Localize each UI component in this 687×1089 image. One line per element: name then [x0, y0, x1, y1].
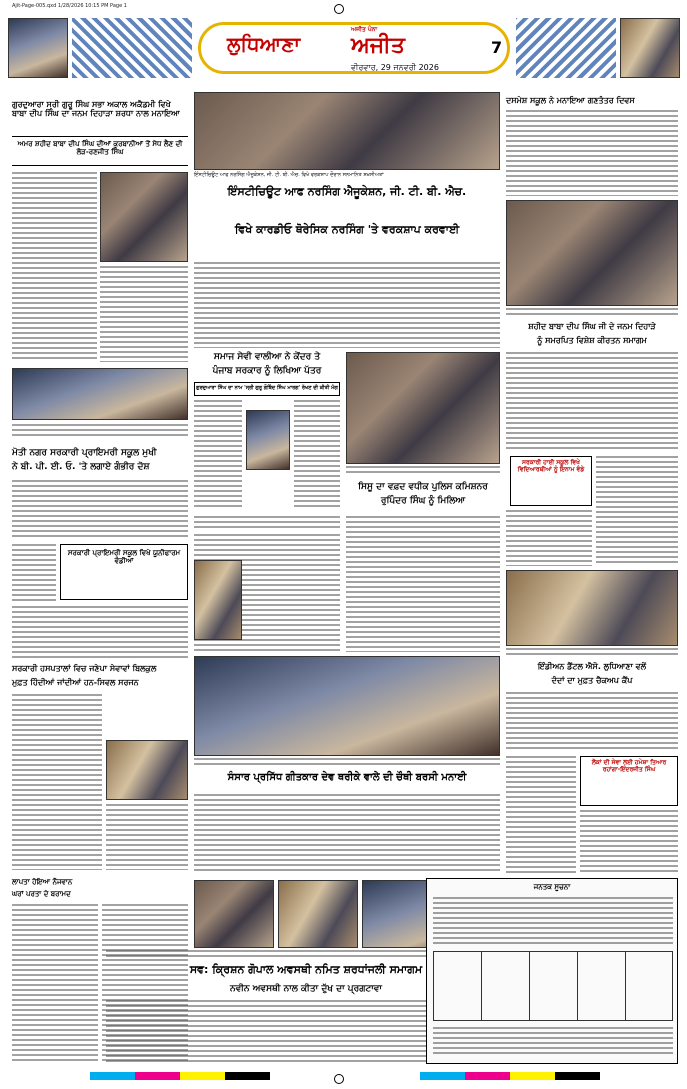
ad-notice-footer	[433, 1027, 673, 1057]
ad-notice-text	[433, 897, 673, 947]
s7-headline: ਸਿਸੂ ਦਾ ਵਫ਼ਦ ਵਧੀਕ ਪੁਲਿਸ ਕਮਿਸ਼ਨਰ	[358, 482, 488, 492]
s2-body-text	[194, 262, 500, 348]
s11-body-text-2	[506, 756, 576, 874]
ad-notice	[426, 878, 678, 1064]
s2-headline-2: ਵਿਖੇ ਕਾਰਡੀਓ ਥੋਰੇਸਿਕ ਨਰਸਿੰਗ 'ਤੇ ਵਰਕਸ਼ਾਪ ਕਰਵਾਈ	[234, 223, 460, 236]
s10-body-text	[194, 794, 500, 874]
s6-body-text-3	[12, 606, 188, 660]
s6-body-text-2	[12, 544, 56, 604]
page-number: 7	[491, 38, 503, 57]
s4-body-text-2	[596, 456, 678, 566]
s7-body-text	[346, 516, 500, 652]
masthead-right-image	[620, 18, 680, 78]
s8-inline-box	[60, 544, 188, 600]
s5-headline-2: ਪੰਜਾਬ ਸਰਕਾਰ ਨੂੰ ਲਿਖਿਆ ਪੱਤਰ	[212, 366, 322, 376]
s1-headline: ਗੁਰਦੁਆਰਾ ਸ੍ਰੀ ਗੁਰੂ ਸਿੰਘ ਸਭਾ ਅਕਾਲ ਅਕੈਡਮੀ ਵਿਖੇ ਬਾਬਾ ਦੀਪ ਸਿੰਘ ਦਾ ਜਨਮ ਦਿਹਾੜਾ ਸ਼ਰਧਾ ਨਾਲ ਮਨਾਇਆ	[12, 100, 180, 119]
s5-body-text-2	[294, 400, 340, 510]
s2-caption: ਇੰਸਟੀਚਿਊਟ ਆਫ ਨਰਸਿੰਗ ਐਜੂਕੇਸ਼ਨ, ਜੀ. ਟੀ. ਬੀ. ਐਚ. ਵਿਖੇ ਵਰਕਸ਼ਾਪ ਦੌਰਾਨ ਸਨਮਾਨਿਤ ਸ਼ਖ਼ਸੀਅਤਾਂ	[194, 172, 384, 178]
s2-photo	[194, 92, 500, 170]
s7-photo	[346, 352, 500, 464]
s11-photo	[506, 570, 678, 646]
s1-body-text-2	[100, 266, 188, 362]
s3-headline: ਦਸਮੇਸ਼ ਸਕੂਲ ਨੇ ਮਨਾਇਆ ਗਣਤੰਤਰ ਦਿਵਸ	[506, 96, 635, 105]
masthead-left-image	[8, 18, 68, 78]
s12-photo-2	[278, 880, 358, 948]
s9-body-text-2	[106, 804, 188, 870]
masthead-paper: ਅਜੀਤ	[351, 33, 405, 58]
s10-headline: ਸੰਸਾਰ ਪ੍ਰਸਿੱਧ ਗੀਤਕਾਰ ਦੇਵ ਥਰੀਕੇ ਵਾਲੇ ਦੀ ਚੌਥੀ ਬਰਸੀ ਮਨਾਈ	[227, 772, 467, 783]
s8-inline-title: ਸਰਕਾਰੀ ਪ੍ਰਾਇਮਰੀ ਸਕੂਲ ਵਿਖੇ ਯੂਨੀਫਾਰਮ ਵੰਡੀਆਂ	[67, 549, 181, 566]
registration-mark	[334, 1074, 344, 1084]
s8-body-text	[506, 510, 592, 566]
masthead-right-pattern	[516, 18, 616, 78]
side-box-2	[580, 756, 678, 806]
s12-photo-1	[194, 880, 274, 948]
s9-headline: ਸਰਕਾਰੀ ਹਸਪਤਾਲਾਂ ਵਿਚ ਜਣੇਪਾ ਸੇਵਾਵਾਂ ਬਿਲਕੁਲ	[12, 664, 157, 673]
s1-photo	[100, 172, 188, 262]
s4-photo	[506, 200, 678, 306]
s8-box-title: ਸਰਕਾਰੀ ਹਾਈ ਸਕੂਲ ਵਿਖੇ ਵਿਦਿਆਰਥੀਆਂ ਨੂੰ ਇਨਾਮ ਵੰਡੇ	[517, 459, 585, 473]
s1-photo-2	[12, 368, 188, 420]
masthead-left-pattern	[72, 18, 192, 78]
s9-portrait	[106, 740, 188, 800]
s5-body-text	[194, 400, 242, 510]
color-bar-2	[420, 1072, 600, 1080]
s7-caption	[346, 466, 500, 476]
s12-subhead: ਨਵੀਨ ਅਵਸਥੀ ਨਾਲ ਕੀਤਾ ਦੁੱਖ ਦਾ ਪ੍ਰਗਟਾਵਾ	[229, 984, 383, 994]
printer-line: Ajit-Page-005.qxd 1/28/2026 10:15 PM Page 1	[12, 3, 127, 9]
masthead-supplement: ਅਜੀਤ ਪੰਨਾ	[351, 26, 378, 33]
masthead-banner	[198, 22, 510, 74]
s2-headline: ਇੰਸਟੀਚਿਊਟ ਆਫ ਨਰਸਿੰਗ ਐਜੂਕੇਸ਼ਨ, ਜੀ. ਟੀ. ਬੀ. ਐਚ.	[227, 185, 467, 198]
masthead-date: ਵੀਰਵਾਰ, 29 ਜਨਵਰੀ 2026	[351, 63, 439, 72]
s10-photo	[194, 656, 500, 756]
s13-headline-2: ਘਰਾਂ ਪਰਤਾ ਦੇ ਬਰਾਮਦ	[12, 890, 71, 898]
s5-footer-text	[194, 516, 340, 530]
s11-headline-2: ਦੰਦਾਂ ਦਾ ਮੁਫ਼ਤ ਚੈਕਅਪ ਕੈਂਪ	[551, 676, 633, 685]
s5-portrait	[246, 410, 290, 470]
s4-body-text	[506, 352, 678, 452]
s6-headline: ਮੋਤੀ ਨਗਰ ਸਰਕਾਰੀ ਪ੍ਰਾਇਮਰੀ ਸਕੂਲ ਮੁਖੀ	[12, 448, 157, 458]
s4-headline: ਸ਼ਹੀਦ ਬਾਬਾ ਦੀਪ ਸਿੰਘ ਜੀ ਦੇ ਜਨਮ ਦਿਹਾੜੇ	[528, 322, 656, 331]
s5-photo-2	[194, 560, 242, 640]
s10-caption	[194, 758, 500, 768]
ad-notice-table	[433, 951, 673, 1021]
s4-headline-2: ਨੂੰ ਸਮਰਪਿਤ ਵਿਸ਼ੇਸ਼ ਕੀਰਤਨ ਸਮਾਗਮ	[537, 336, 647, 345]
color-bar	[90, 1072, 270, 1080]
s5-tag-box	[194, 382, 340, 396]
s11-body-text	[506, 692, 678, 752]
s6-body-text	[12, 480, 188, 540]
s6-headline-2: ਨੇ ਬੀ. ਪੀ. ਈ. ਓ. 'ਤੇ ਲਗਾਏ ਗੰਭੀਰ ਦੋਸ਼	[12, 462, 150, 472]
masthead-city: ਲੁਧਿਆਣਾ	[227, 32, 301, 56]
ad-notice-title: ਜਨਤਕ ਸੂਚਨਾ	[533, 883, 571, 891]
s13-body-text	[12, 904, 98, 1064]
side-box-2-title: ਲੋਕਾਂ ਦੀ ਸੇਵਾ ਲਈ ਹਮੇਸ਼ਾ ਤਿਆਰ ਰਹਾਂਗਾ-ਇੰਦਰਜੀਤ ਸਿੰਘ	[591, 759, 667, 773]
s5-tag: ਗੁਰਦੁਆਰਾ ਸਿੰਘ ਦਾ ਨਾਮ 'ਸ੍ਰੀ ਗੁਰੂ ਗੋਬਿੰਦ ਸਿੰਘ ਮਾਰਗ' ਰੱਖਣ ਦੀ ਕੀਤੀ ਮੰਗ	[196, 385, 338, 391]
s9-headline-2: ਮੁਫ਼ਤ ਹਿੰਦੀਆਂ ਜਾਂਦੀਆਂ ਹਨ-ਸਿਵਲ ਸਰਜਨ	[12, 678, 139, 687]
s11-body-text-3	[580, 810, 678, 874]
s13-headline: ਲਾਪਤਾ ਹੋਇਆ ਨੌਜਵਾਨ	[12, 878, 73, 886]
s1-subhead: ਅਮਰ ਸ਼ਹੀਦ ਬਾਬਾ ਦੀਪ ਸਿੰਘ ਦੀਆਂ ਕੁਰਬਾਨੀਆਂ ਤੋਂ ਸੇਧ ਲੈਣ ਦੀ ਲੋੜ-ਰਣਜੀਤ ਸਿੰਘ	[17, 140, 183, 157]
s9-body-text	[12, 694, 102, 870]
s11-caption	[506, 648, 678, 658]
s5-headline: ਸਮਾਜ ਸੇਵੀ ਵਾਲੀਆ ਨੇ ਕੇਂਦਰ ਤੇ	[213, 352, 321, 362]
s3-body-text	[506, 110, 678, 196]
s12-headline: ਸਵ: ਕ੍ਰਿਸ਼ਨ ਗੋਪਾਲ ਅਵਸਥੀ ਨਮਿਤ ਸ਼ਰਧਾਂਜਲੀ ਸਮਾਗਮ	[189, 963, 423, 976]
s1-subhead-box	[12, 136, 188, 166]
s1-body-text	[12, 172, 97, 362]
s1-caption	[12, 424, 188, 438]
registration-mark	[334, 4, 344, 14]
masthead	[8, 14, 680, 86]
s8-box	[510, 456, 592, 506]
s7-headline-2: ਰੁਪਿੰਦਰ ਸਿੰਘ ਨੂੰ ਮਿਲਿਆ	[380, 496, 466, 506]
s4-caption	[506, 308, 678, 318]
s11-headline: ਇੰਡੀਅਨ ਡੈਂਟਲ ਐਸੋ. ਲੁਧਿਆਣਾ ਵਲੋਂ	[537, 662, 647, 671]
